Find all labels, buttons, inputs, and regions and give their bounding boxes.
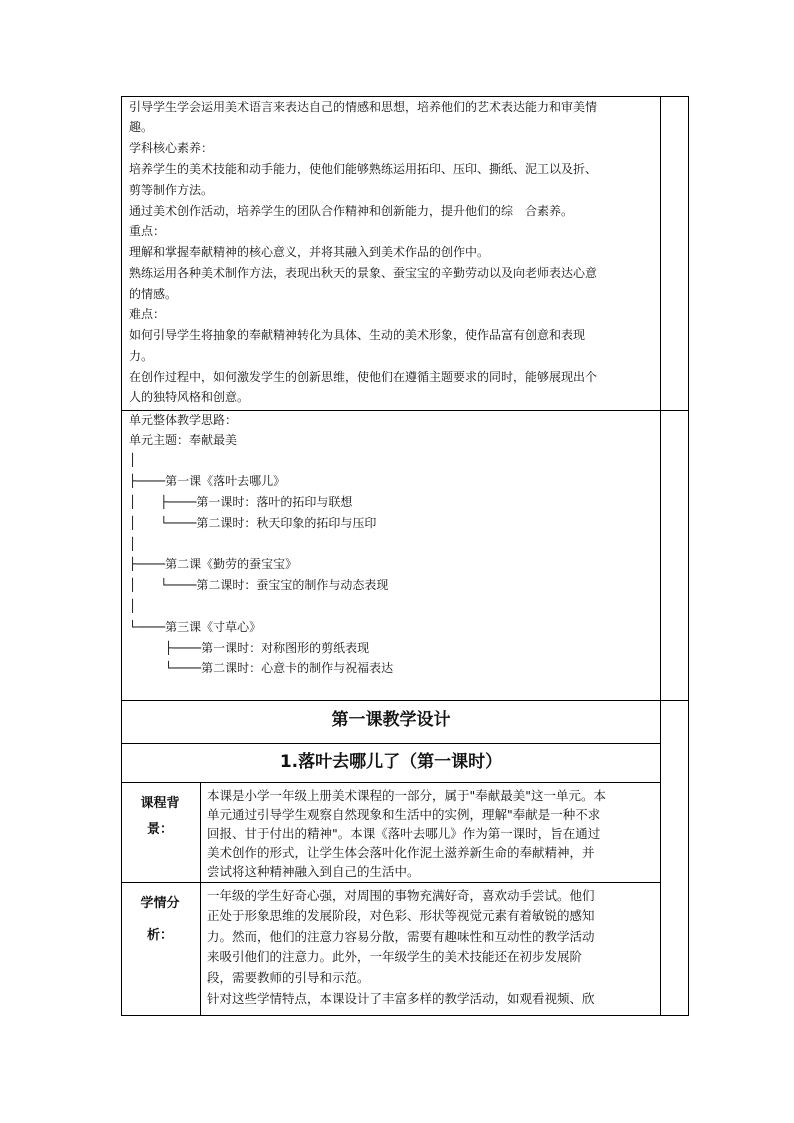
unit-theme: 单元主题：奉献最美 bbox=[129, 433, 238, 447]
table-inner-right-border bbox=[660, 96, 661, 1016]
analysis-label-cont: 析： bbox=[146, 928, 173, 943]
objective-heading: 学科核心素养： bbox=[129, 141, 214, 155]
unit-plan-heading: 单元整体教学思路： bbox=[129, 413, 238, 427]
paragraph-line: 一年级的学生好奇心强，对周围的事物充满好奇，喜欢动手尝试。他们 bbox=[207, 888, 595, 903]
row-divider bbox=[121, 743, 661, 744]
objective-line: 人的独特风格和创意。 bbox=[129, 390, 250, 404]
objective-line: 力。 bbox=[129, 349, 154, 363]
tree-lesson-3: └────第三课《寸草心》 bbox=[129, 620, 262, 634]
tree-line: │ bbox=[129, 599, 137, 613]
tree-period: │ └────第二课时：秋天印象的拓印与压印 bbox=[129, 516, 377, 530]
paragraph-line: 回报、甘于付出的精神"。本课《落叶去哪儿》作为第一课时，旨在通过 bbox=[207, 826, 601, 841]
row-divider bbox=[121, 782, 661, 783]
row-divider bbox=[121, 882, 661, 883]
tree-period: └────第二课时：心意卡的制作与祝福表达 bbox=[129, 661, 394, 675]
objective-line: 在创作过程中，如何激发学生的创新思维，使他们在遵循主题要求的同时，能够展现出个 bbox=[129, 370, 598, 384]
tree-lesson-2: ├────第二课《勤劳的蚕宝宝》 bbox=[129, 557, 298, 571]
row-divider bbox=[121, 410, 689, 411]
tree-period: │ ├────第一课时：落叶的拓印与联想 bbox=[129, 495, 353, 509]
table-right-border bbox=[688, 96, 689, 1016]
paragraph-line: 美术创作的形式，让学生体会落叶化作泥土滋养新生命的奉献精神，并 bbox=[207, 845, 595, 860]
tree-line: │ bbox=[129, 537, 137, 551]
tree-line: │ bbox=[129, 453, 137, 467]
objective-line: 剪等制作方法。 bbox=[129, 183, 214, 197]
objective-line: 通过美术创作活动，培养学生的团队合作精神和创新能力，提升他们的综 合素养。 bbox=[129, 204, 574, 218]
paragraph-line: 正处于形象思维的发展阶段，对色彩、形状等视觉元素有着敏锐的感知 bbox=[207, 908, 595, 923]
objective-line: 趣。 bbox=[129, 120, 154, 134]
objective-line: 培养学生的美术技能和动手能力，使他们能够熟练运用拓印、压印、撕纸、泥工以及折、 bbox=[129, 162, 598, 176]
tree-period: ├────第一课时：对称图形的剪纸表现 bbox=[129, 641, 370, 655]
paragraph-line: 针对这些学情特点，本课设计了丰富多样的教学活动，如观看视频、欣 bbox=[207, 991, 595, 1006]
section-title: 第一课教学设计 bbox=[331, 710, 451, 730]
lesson-title: 1.落叶去哪儿了（第一课时） bbox=[279, 752, 503, 772]
paragraph-line: 本课是小学一年级上册美术课程的一部分，属于"奉献最美"这一单元。本 bbox=[207, 788, 607, 803]
paragraph-line: 力。然而，他们的注意力容易分散，需要有趣味性和互动性的教学活动 bbox=[207, 929, 595, 944]
table-bottom-border bbox=[121, 1015, 689, 1016]
paragraph-line: 段，需要教师的引导和示范。 bbox=[207, 970, 370, 985]
objective-line: 引导学生学会运用美术语言来表达自己的情感和思想，培养他们的艺术表达能力和审美情 bbox=[129, 100, 598, 114]
background-label-cont: 景： bbox=[146, 822, 173, 837]
objective-line: 熟练运用各种美术制作方法，表现出秋天的景象、蚕宝宝的辛勤劳动以及向老师表达心意 bbox=[129, 266, 598, 280]
tree-period: │ └────第二课时：蚕宝宝的制作与动态表现 bbox=[129, 578, 389, 592]
label-column-divider bbox=[200, 782, 201, 1016]
background-label: 课程背 bbox=[140, 796, 180, 811]
key-point-heading: 重点： bbox=[129, 224, 166, 238]
objective-line: 理解和掌握奉献精神的核心意义，并将其融入到美术作品的创作中。 bbox=[129, 245, 490, 259]
objective-line: 如何引导学生将抽象的奉献精神转化为具体、生动的美术形象，使作品富有创意和表现 bbox=[129, 328, 586, 342]
table-left-border bbox=[121, 96, 122, 1016]
difficulty-heading: 难点： bbox=[129, 307, 166, 321]
paragraph-line: 单元通过引导学生观察自然现象和生活中的实例，理解"奉献是一种不求 bbox=[207, 807, 601, 822]
tree-lesson-1: ├────第一课《落叶去哪儿》 bbox=[129, 474, 286, 488]
paragraph-line: 来吸引他们的注意力。此外，一年级学生的美术技能还在初步发展阶 bbox=[207, 949, 583, 964]
paragraph-line: 尝试将这种精神融入到自己的生活中。 bbox=[207, 864, 420, 879]
row-divider bbox=[121, 700, 689, 701]
analysis-label: 学情分 bbox=[140, 896, 180, 911]
table-top-border bbox=[121, 96, 689, 97]
objective-line: 的情感。 bbox=[129, 287, 178, 301]
